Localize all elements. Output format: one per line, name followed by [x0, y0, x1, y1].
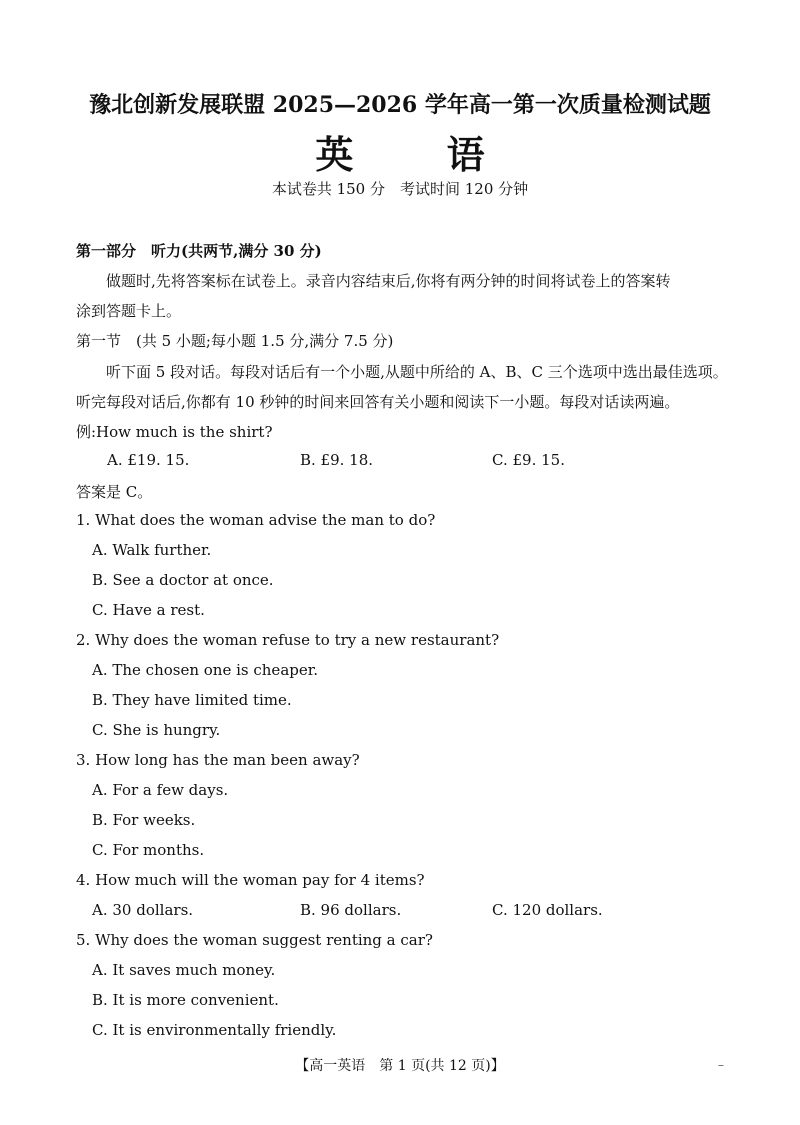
question-3-option-b: B. For weeks.: [92, 811, 196, 829]
question-3-option-a: A. For a few days.: [92, 781, 229, 799]
example-options: [0, 451, 800, 471]
question-4: 4. How much will the woman pay for 4 items?: [76, 871, 425, 889]
exam-title: 豫北创新发展联盟 2025—2026 学年高一第一次质量检测试题: [89, 92, 711, 118]
exam-info: 本试卷共 150 分 考试时间 120 分钟: [271, 180, 529, 198]
instruction-line-2: 涂到答题卡上。: [76, 302, 182, 320]
section1-line-2: 听完每段对话后,你都有 10 秒钟的时间来回答有关小题和阅读下一小题。每段对话读两遍。: [76, 393, 680, 411]
question-5: 5. Why does the woman suggest renting a car?: [76, 931, 433, 949]
question-2-option-a: A. The chosen one is cheaper.: [92, 661, 319, 679]
question-3-option-c: C. For months.: [92, 841, 205, 859]
subject-title: 英 语: [315, 132, 525, 177]
question-1-option-b: B. See a doctor at once.: [92, 571, 274, 589]
question-2: 2. Why does the woman refuse to try a new restaurant?: [76, 631, 500, 649]
question-1-option-c: C. Have a rest.: [92, 601, 205, 619]
part1-heading: 第一部分 听力(共两节,满分 30 分): [76, 242, 322, 260]
question-3: 3. How long has the man been away?: [76, 751, 360, 769]
example-option-a: A. £19. 15.: [107, 451, 190, 469]
example-question: 例:How much is the shirt?: [76, 423, 273, 441]
section1-heading: 第一节 (共 5 小题;每小题 1.5 分,满分 7.5 分): [76, 332, 394, 350]
question-1-option-a: A. Walk further.: [92, 541, 212, 559]
example-answer: 答案是 C。: [76, 483, 153, 501]
question-4-option-c: C. 120 dollars.: [492, 901, 603, 919]
page-footer: 【高一英语 第 1 页(共 12 页)】: [295, 1058, 505, 1074]
question-5-option-c: C. It is environmentally friendly.: [92, 1021, 337, 1039]
question-2-option-c: C. She is hungry.: [92, 721, 221, 739]
corner-mark: –: [718, 1058, 724, 1072]
question-4-options: [0, 901, 800, 921]
example-option-b: B. £9. 18.: [300, 451, 374, 469]
question-4-option-a: A. 30 dollars.: [92, 901, 194, 919]
instruction-line-1: 做题时,先将答案标在试卷上。录音内容结束后,你将有两分钟的时间将试卷上的答案转: [106, 272, 671, 290]
question-2-option-b: B. They have limited time.: [92, 691, 292, 709]
example-option-c: C. £9. 15.: [492, 451, 565, 469]
question-4-option-b: B. 96 dollars.: [300, 901, 402, 919]
question-1: 1. What does the woman advise the man to do?: [76, 511, 436, 529]
question-5-option-b: B. It is more convenient.: [92, 991, 279, 1009]
question-5-option-a: A. It saves much money.: [92, 961, 276, 979]
section1-line-1: 听下面 5 段对话。每段对话后有一个小题,从题中所给的 A、B、C 三个选项中选出最佳选项。: [106, 363, 728, 381]
